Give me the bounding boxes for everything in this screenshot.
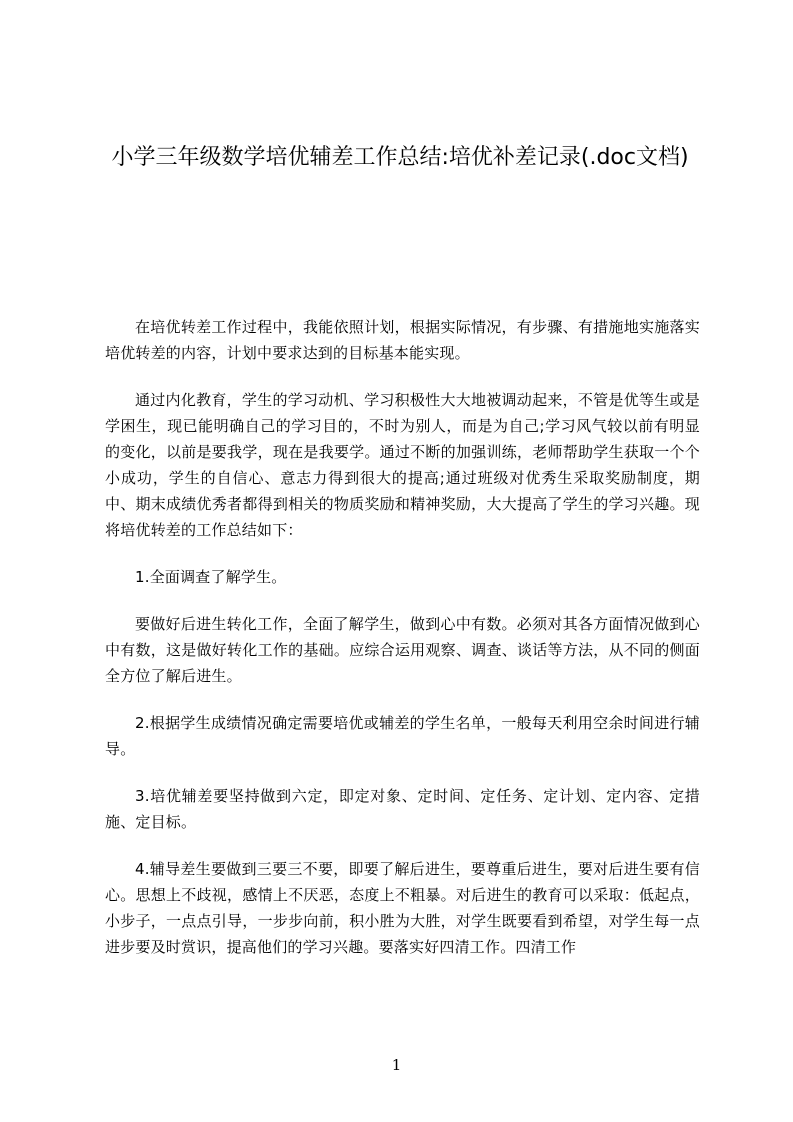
list-item-3: 3.培优辅差要坚持做到六定，即定对象、定时间、定任务、定计划、定内容、定措施、定目标。 [105, 787, 700, 831]
list-item-1: 1.全面调查了解学生。 [135, 568, 287, 586]
page-number: 1 [391, 1056, 402, 1074]
list-item-2: 2.根据学生成绩情况确定需要培优或辅差的学生名单，一般每天利用空余时间进行辅导。 [105, 714, 700, 758]
document-title: 小学三年级数学培优辅差工作总结:培优补差记录(.doc文档) [111, 145, 689, 170]
paragraph-survey: 要做好后进生转化工作，全面了解学生，做到心中有数。必须对其各方面情况做到心中有数，这是做好转化工作的基础。应综合运用观察、调查、谈话等方法，从不同的侧面全方位了解后进生。 [105, 615, 700, 685]
paragraph-overview: 通过内化教育，学生的学习动机、学习积极性大大地被调动起来，不管是优等生或是学困生，现已能明确自己的学习目的，不时为别人，而是为自己;学习风气较以前有明显的变化，以前是要我学，现在是我要学。通过不断的加强训练，老师帮助学生获取一个个小成功，学生的自信心、意志力得到很大的提高;通过班级对优秀生采取奖励制度，期中、期末成绩优秀者都得到相关的物质奖励和精神奖励，大大提高了学生的学习兴趣。现将培优转差的工作总结如下： [105, 391, 700, 539]
document-body [105, 314, 700, 981]
paragraph-intro: 在培优转差工作过程中，我能依照计划，根据实际情况，有步骤、有措施地实施落实培优转差的内容，计划中要求达到的目标基本能实现。 [105, 318, 700, 362]
list-item-4: 4.辅导差生要做到三要三不要，即要了解后进生，要尊重后进生，要对后进生要有信心。思想上不歧视，感情上不厌恶，态度上不粗暴。对后进生的教育可以采取：低起点，小步子，一点点引导，一步步向前，积小胜为大胜，对学生既要看到希望，对学生每一点进步要及时赏识，提高他们的学习兴趣。要落实好四清工作。四清工作 [105, 860, 700, 956]
